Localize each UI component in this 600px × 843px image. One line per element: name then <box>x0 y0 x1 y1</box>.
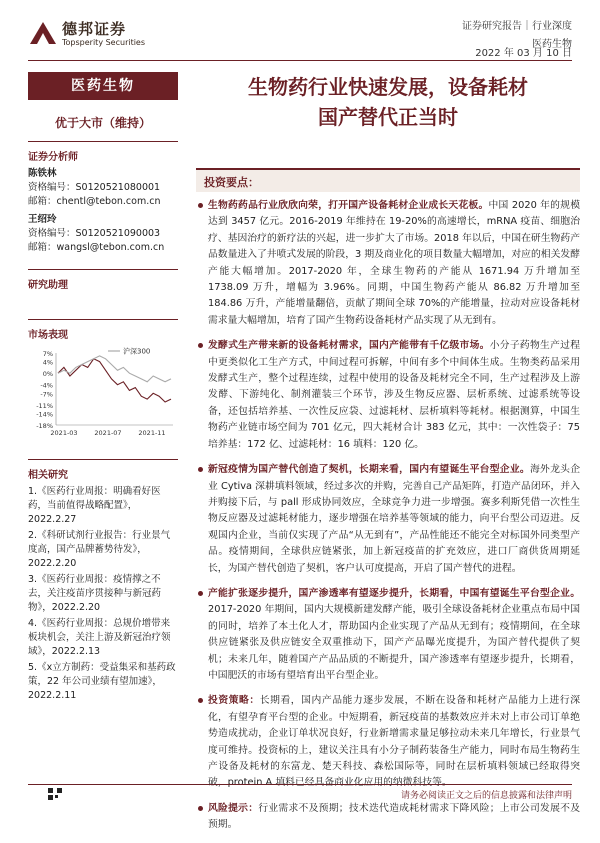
related-section-title: 相关研究 <box>28 459 178 481</box>
key-point-lead: 新冠疫情为国产替代创造了契机，长期来看，国内有望诞生平台型企业。 <box>208 464 530 476</box>
analyst-name: 陈铁林 <box>28 168 57 179</box>
analyst-2 <box>28 213 178 255</box>
summary-header <box>196 168 580 192</box>
legend-label: 沪深300 <box>123 347 151 356</box>
market-section-title: 市场表现 <box>28 319 178 341</box>
report-date: 2022 年 03 月 10 日 <box>475 48 572 59</box>
title-line-1: 生物药行业快速发展，设备耗材 <box>248 75 528 99</box>
key-point <box>196 198 580 329</box>
bullet-icon <box>198 806 203 811</box>
key-point-text: 2017-2020 年期间，国内大规模新建发酵产能，吸引全球设备耗材企业重点布局中国的同时，培养了本土化人才，帮助国内企业实现了产品从无到有；疫情期间，在全球供应链紧张及供应链安全双重推动下，国产产品曝光度提升，为国产替代提供了契机；未来几年，随着国产产品品质的不断提升，国产渗透率有望逐步提升，长期看，中国肥沃的市场有望培育出平台型企业。 <box>208 604 580 681</box>
bullet-icon <box>198 203 203 208</box>
key-point-lead: 产能扩张逐步提升，国产渗透率有望逐步提升，长期看，中国有望诞生平台型企业。 <box>208 587 580 599</box>
report-title <box>196 72 580 132</box>
title-line-2: 国产替代正当时 <box>318 105 458 129</box>
related-report-item[interactable]: 3.《医药行业周报：疫情撑之不去，关注疫苗序贯接种与新冠药物》，2022.2.20 <box>28 574 162 613</box>
series-line-1 <box>58 359 171 402</box>
related-reports-list <box>28 485 178 703</box>
y-tick-label: -4% <box>40 381 53 390</box>
key-point-lead: 发酵式生产带来新的设备耗材需求，国内产能带有千亿级市场。 <box>208 340 490 352</box>
related-report-item[interactable]: 2.《科研试剂行业报告：行业景气度高，国产品牌蓄势待发》，2022.2.20 <box>28 530 171 569</box>
header-divider <box>28 60 572 61</box>
bullet-icon <box>198 698 203 703</box>
y-tick-label: 4% <box>42 358 53 367</box>
x-tick-label: 2021-11 <box>138 429 166 437</box>
analyst-section-title: 证券分析师 <box>28 141 178 163</box>
analyst-cert: 资格编号：S0120521090003 <box>28 228 161 239</box>
company-logo-icon <box>28 18 58 48</box>
company-name-en: Topsperity Securities <box>62 38 146 47</box>
x-tick-label: 2021-03 <box>50 429 78 437</box>
market-chart <box>28 345 178 445</box>
key-point-text: 小分子药物生产过程中更类似化工生产方式，中间过程可拆解，中间有多个中间体生成。生物类药品采用发酵式生产，整个过程连续，过程中使用的设备及耗材完全不同，生产过程涉及上游发酵、下游纯化、制剂灌装三个环节，涉及生物反应器、层析系统、过滤系统等设备，还包括培养基、一次性反应袋、过滤耗材、层析填料等耗材。根据测算，中国生物药产业链市场空间为 701 亿元，四大耗材合计 383 亿元，其中：一次性袋子：75 培养基：172 亿、过滤耗材：16 填料：120 亿。 <box>208 340 581 450</box>
bullet-icon <box>198 591 203 596</box>
bullet-icon <box>198 467 203 472</box>
left-sidebar <box>28 72 178 705</box>
key-point <box>196 801 580 834</box>
y-tick-label: -18% <box>36 422 53 430</box>
key-point-lead: 风险提示： <box>208 802 259 814</box>
rating: 优于大市（维持） <box>54 116 151 130</box>
series-line-2 <box>58 356 171 382</box>
qr-code-icon <box>48 788 62 800</box>
y-tick-label: -11% <box>36 401 53 410</box>
x-tick-label: 2021-07 <box>94 429 122 437</box>
key-point-text: 中国 2020 年的规模达到 3457 亿元。2016-2019 年维持在 19-20%的高速增长，mRNA 疫苗、细胞治疗、基因治疗的新疗法的兴起，进一步扩大了市场。2018 年以后，中国在研生物药产品数量进入了井喷式发展的阶段，3 期及商业化的项目数量大幅增加，对应的相关发酵产能大幅增加。2017-2020 年，全球生物药的产能从 1671.94 万升增加至 1738.09 万升，增幅为 3.96%。同期，中国生物药产能从 86.82 万升增加至 184.86 万升，产能增量翻倍，贡献了期间全球 70%的产能增量，拉动对应设备耗材需求量大幅增加，培育了国产生物药设备耗材产品实现了从无到有。 <box>208 200 580 326</box>
key-point-lead: 投资策略： <box>208 695 260 707</box>
analyst-1 <box>28 167 178 209</box>
assistant-section-title: 研究助理 <box>28 269 178 291</box>
bullet-icon <box>198 343 203 348</box>
analyst-name: 王绍玲 <box>28 214 57 225</box>
sector-box: 医药生物 <box>28 72 178 100</box>
company-logo <box>28 16 178 52</box>
key-point <box>196 586 580 684</box>
key-point <box>196 462 580 577</box>
key-point-lead: 生物药药品行业欣欣向荣，打开国产设备耗材企业成长天花板。 <box>208 200 489 211</box>
related-report-item[interactable]: 4.《医药行业周报：总规价增带来板块机会，关注上游及新冠治疗领域》，2022.2.13 <box>28 618 171 657</box>
y-tick-label: -14% <box>36 410 53 419</box>
key-point-text: 海外龙头企业 Cytiva 深耕填料领域，经过多次的并购，完善自己产品矩阵，打造产品闭环，并入并购接下后，与 pall 形成协同效应，全球竞争力进一步增强。赛多利斯凭借一次性生物反应器及过滤耗材能力，逐步增强在培养基等领域的能力，向平台型公司迈进。反观国内企业，当前仅实现了产品“从无到有”，产品性能还不能完全对标国外同类型产品。疫情期间，全球供应链紧张，加上新冠疫苗的扩充效应，进口厂商供货周期延长，为国产替代创造了契机，客户认可度提高，开启了国产替代的进程。 <box>208 464 581 574</box>
company-name-cn: 德邦证券 <box>62 20 127 38</box>
report-sector: 医药生物 <box>532 39 572 50</box>
market-chart-svg <box>28 345 178 445</box>
key-point <box>196 338 580 453</box>
summary-title: 投资要点： <box>204 176 259 189</box>
y-tick-label: -7% <box>40 390 53 399</box>
key-points <box>196 198 580 843</box>
analyst-cert: 资格编号：S0120521080001 <box>28 182 161 193</box>
disclaimer: 请务必阅读正文之后的信息披露和法律声明 <box>400 791 572 801</box>
y-tick-label: 7% <box>42 350 53 358</box>
analyst-email[interactable]: 邮箱：chentl@tebon.com.cn <box>28 196 161 207</box>
key-point-text: 行业需求不及预期；技术迭代造成耗材需求下降风险；上市公司发展不及预期。 <box>208 802 581 831</box>
related-report-item[interactable]: 5.《ⅹ立方制药：受益集采和基药政策，22 年公司业绩有望加速》，2022.2.11 <box>28 662 176 701</box>
analyst-email[interactable]: 邮箱：wangsl@tebon.com.cn <box>28 242 165 253</box>
related-report-item[interactable]: 1.《医药行业周报：明确看好医药，当前值得战略配置》，2022.2.27 <box>28 486 161 525</box>
key-point-text: 长期看，国内产品能力逐步发展，不断在设备和耗材产品能力上进行深化，有望孕育平台型的企业。中短期看，新冠疫苗的基数效应并未对上市公司订单绝势造成扰动，企业订单状况良好，行业新增需求量足够拉动未来几年增长，行业景气度可维持。投资标的上，建议关注具有小分子制药装备生产能力，同时布局生物药生产设备及耗材的东富龙、楚天科技、森松国际等，同时在层析填料领域已经取得突破，protein A 填料已经具备商业化应用的纳微科技等。 <box>208 695 581 789</box>
y-tick-label: 0% <box>42 370 53 379</box>
report-type: 证券研究报告｜行业深度 <box>462 21 572 32</box>
key-point <box>196 693 580 791</box>
footer-divider <box>28 784 572 785</box>
